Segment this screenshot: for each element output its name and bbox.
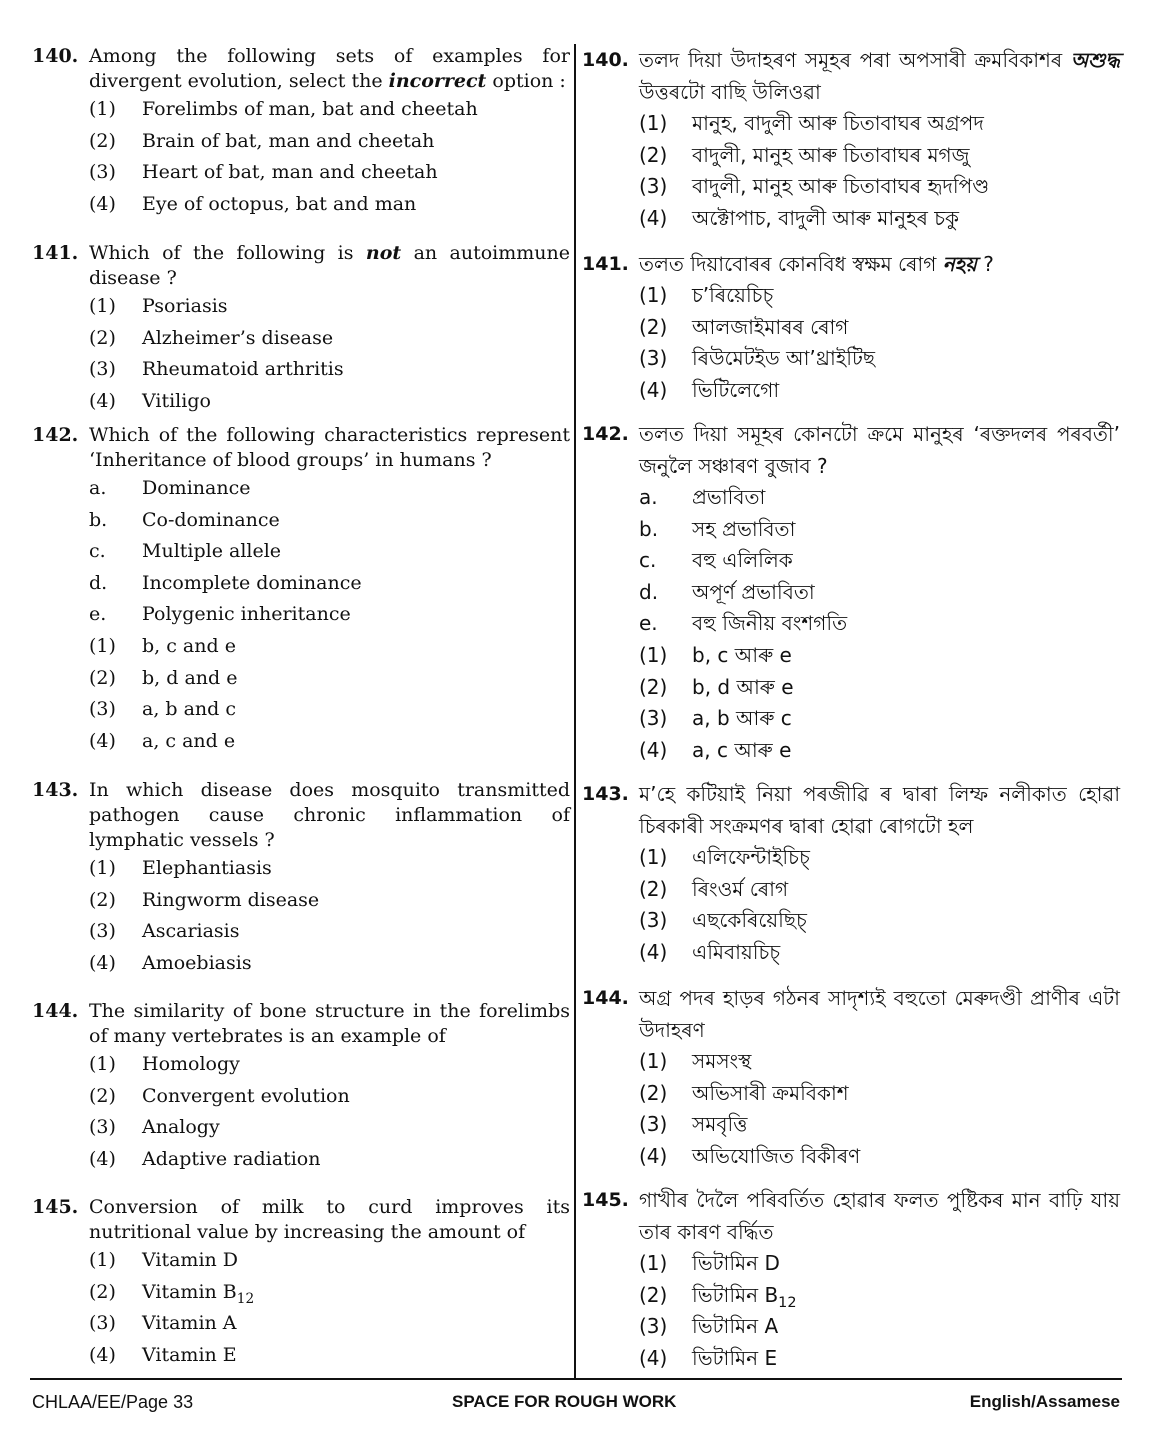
option-text: Vitiligo	[142, 389, 211, 412]
option-label: (4)	[89, 951, 116, 974]
question-number: 141.	[32, 242, 79, 264]
answer-option	[32, 1049, 570, 1081]
question-number: 140.	[582, 49, 629, 71]
option-label: (3)	[89, 698, 116, 721]
option-label: (3)	[639, 908, 668, 933]
question-140-as	[582, 44, 1120, 234]
answer-option	[582, 905, 1120, 937]
answer-option	[32, 663, 570, 695]
option-text: a, b আৰু c	[692, 706, 792, 731]
question-text: The similarity of bone structure in the forelimbs of many vertebrates is an example of	[89, 1000, 570, 1047]
option-label: (3)	[639, 174, 668, 199]
answer-option	[582, 672, 1120, 704]
option-text: এমিবায়চিচ্	[692, 939, 781, 964]
option-text: Psoriasis	[142, 295, 228, 317]
option-text: এছকেৰিয়েছিচ্	[692, 908, 807, 933]
option-label: (2)	[639, 142, 668, 167]
option-text: Ascariasis	[142, 920, 240, 943]
answer-option	[582, 203, 1120, 235]
answer-option	[582, 375, 1120, 407]
question-145-as	[582, 1184, 1120, 1374]
answer-option	[582, 577, 1120, 609]
option-text: বহু এলিলিক	[692, 548, 793, 573]
option-label: d.	[639, 579, 659, 604]
option-label: (1)	[639, 111, 668, 135]
answer-option	[32, 948, 570, 980]
answer-option	[32, 1245, 570, 1277]
option-label: a.	[639, 485, 658, 509]
option-label: (3)	[89, 1312, 116, 1335]
option-text: অভিসাৰী ক্ৰমবিকাশ	[692, 1080, 849, 1105]
option-label: (4)	[639, 205, 668, 230]
option-text: b, c and e	[142, 634, 236, 657]
option-label: d.	[89, 571, 108, 594]
answer-option	[582, 735, 1120, 767]
option-label: (1)	[89, 1249, 116, 1271]
option-label: (4)	[639, 737, 668, 762]
option-text: Heart of bat, man and cheetah	[142, 161, 438, 184]
option-label: (2)	[89, 129, 116, 152]
option-label: (4)	[639, 377, 668, 402]
option-text: ৰিউমেটইড আ’থ্ৰাইটিছ	[692, 346, 875, 371]
option-label: (1)	[89, 98, 116, 120]
answer-option	[32, 94, 570, 126]
answer-option	[32, 189, 570, 221]
option-label: (3)	[89, 161, 116, 184]
option-label: (4)	[89, 192, 116, 215]
option-text: Ringworm disease	[142, 888, 320, 911]
option-text: ভিটামিন D	[692, 1251, 780, 1275]
answer-option	[582, 108, 1120, 140]
option-label: (2)	[89, 1084, 116, 1107]
answer-option	[32, 1081, 570, 1113]
answer-option	[32, 1308, 570, 1340]
answer-option	[582, 842, 1120, 874]
question-text: তলত দিয়াবোৰৰ কোনবিধ স্বক্ষম ৰোগ নহয় ?	[639, 252, 994, 276]
answer-option	[582, 343, 1120, 375]
option-text: মানুহ, বাদুলী আৰু চিতাবাঘৰ অগ্ৰপদ	[692, 111, 984, 135]
answer-option	[582, 482, 1120, 514]
option-label: (2)	[639, 876, 668, 901]
answer-option	[32, 473, 570, 505]
option-label: (3)	[639, 1314, 668, 1339]
question-text: ম’হে কটিয়াই নিয়া পৰজীৱি ৰ দ্বাৰা লিম্ফ নলীকাত হোৱা চিৰকাৰী সংক্ৰমণৰ দ্বাৰা হোৱা ৰোগটো হল	[639, 782, 1120, 838]
option-text: Vitamin E	[142, 1343, 237, 1366]
answer-option	[582, 1109, 1120, 1141]
answer-option	[32, 1340, 570, 1372]
option-text: সমবৃত্তি	[692, 1112, 748, 1137]
answer-option	[32, 386, 570, 418]
option-text: a, c and e	[142, 729, 236, 752]
answer-option	[582, 1311, 1120, 1343]
option-text: Adaptive radiation	[142, 1147, 321, 1170]
option-label: (1)	[89, 1053, 116, 1075]
option-text: a, b and c	[142, 698, 237, 721]
option-text: সমসংস্থ	[692, 1049, 752, 1073]
option-label: c.	[89, 540, 106, 563]
option-text: বাদুলী, মানুহ আৰু চিতাবাঘৰ মগজু	[692, 142, 970, 167]
option-label: (2)	[89, 326, 116, 349]
question-number: 144.	[32, 1000, 79, 1022]
option-text: আলজাইমাৰৰ ৰোগ	[692, 314, 849, 339]
answer-option	[582, 140, 1120, 172]
option-label: (1)	[639, 1049, 668, 1073]
answer-option	[582, 1078, 1120, 1110]
option-text: Vitamin A	[142, 1312, 237, 1335]
answer-option	[32, 1112, 570, 1144]
answer-option	[32, 853, 570, 885]
option-label: (1)	[89, 857, 116, 879]
option-label: b.	[89, 508, 108, 531]
option-text: Vitamin $B_{12}$	[142, 1280, 255, 1307]
option-text: বাদুলী, মানুহ আৰু চিতাবাঘৰ হৃদপিণ্ড	[692, 174, 990, 199]
option-text: সহ প্ৰভাবিতা	[692, 516, 796, 541]
question-143-as	[582, 778, 1120, 968]
option-label: (2)	[639, 1080, 668, 1105]
option-label: a.	[89, 477, 107, 499]
answer-option	[582, 1046, 1120, 1078]
column-divider	[574, 44, 576, 1378]
question-number: 145.	[582, 1189, 629, 1211]
option-text: Amoebiasis	[142, 951, 252, 974]
answer-option	[582, 312, 1120, 344]
question-145-en	[32, 1195, 570, 1371]
answer-option	[582, 1248, 1120, 1280]
answer-option	[32, 354, 570, 386]
option-label: c.	[639, 548, 657, 573]
option-label: e.	[639, 611, 658, 636]
option-text: Convergent evolution	[142, 1084, 350, 1107]
answer-option	[582, 171, 1120, 203]
question-number: 141.	[582, 253, 629, 275]
option-text: অভিযোজিত বিকীৰণ	[692, 1143, 861, 1168]
answer-option	[582, 1280, 1120, 1312]
option-label: (1)	[639, 1251, 668, 1275]
option-label: (1)	[89, 295, 116, 317]
question-text: Which of the following is not an autoimmune disease ?	[89, 242, 570, 289]
option-label: (4)	[89, 389, 116, 412]
option-text: Incomplete dominance	[142, 571, 362, 594]
question-text: তলত দিয়া সমূহৰ কোনটো ক্ৰমে মানুহৰ ‘ৰক্তদলৰ পৰবৰ্তী’ জনুলৈ সঞ্চাৰণ বুজাব ?	[639, 422, 1120, 478]
option-text: Polygenic inheritance	[142, 603, 351, 626]
answer-option	[32, 323, 570, 355]
question-144-en	[32, 999, 570, 1175]
answer-option	[32, 505, 570, 537]
option-text: ভিটিলেগো	[692, 377, 780, 402]
question-number: 143.	[582, 783, 629, 805]
option-text: চ’ৰিয়েচিচ্	[692, 283, 774, 307]
option-label: (3)	[89, 920, 116, 943]
answer-option	[582, 703, 1120, 735]
answer-option	[32, 568, 570, 600]
option-text: Rheumatoid arthritis	[142, 358, 344, 381]
question-text: Conversion of milk to curd improves its nutritional value by increasing the amount of	[89, 1196, 570, 1243]
option-subscript: 12	[778, 1294, 797, 1311]
option-label: (4)	[639, 939, 668, 964]
answer-option	[582, 545, 1120, 577]
option-label: (3)	[639, 346, 668, 371]
option-text: বহু জিনীয় বংশগতি	[692, 611, 848, 636]
question-number: 142.	[582, 423, 629, 445]
question-text: Among the following sets of examples for divergent evolution, select the incorrect option :	[89, 45, 570, 92]
option-label: (4)	[639, 1345, 668, 1370]
option-text: Eye of octopus, bat and man	[142, 192, 417, 215]
option-label: (3)	[639, 1112, 668, 1137]
answer-option	[32, 1144, 570, 1176]
question-number: 145.	[32, 1196, 79, 1218]
answer-option	[32, 726, 570, 758]
question-141-en	[32, 241, 570, 417]
option-text: এলিফেন্টাইচিচ্	[692, 845, 810, 869]
option-text: ভিটামিন A	[692, 1314, 779, 1339]
option-text: ভিটামিন E	[692, 1345, 778, 1370]
option-text: অপূৰ্ণ প্ৰভাবিতা	[692, 579, 815, 604]
option-label: (4)	[89, 729, 116, 752]
option-text: Elephantiasis	[142, 857, 272, 879]
question-number: 143.	[32, 779, 79, 801]
option-text: a, c আৰু e	[692, 737, 792, 762]
option-text: Homology	[142, 1053, 240, 1075]
option-text: b, d and e	[142, 666, 238, 689]
rough-work-label: SPACE FOR ROUGH WORK	[452, 1392, 677, 1411]
option-text: অক্টোপাচ, বাদুলী আৰু মানুহৰ চকু	[692, 205, 960, 230]
answer-option	[582, 608, 1120, 640]
question-144-as	[582, 982, 1120, 1172]
question-text: In which disease does mosquito transmitted pathogen cause chronic inflammation of lymphatic vessels ?	[89, 779, 570, 851]
option-label: (3)	[89, 358, 116, 381]
answer-option	[32, 157, 570, 189]
question-141-as	[582, 248, 1120, 406]
question-number: 144.	[582, 987, 629, 1009]
option-label: (4)	[639, 1143, 668, 1168]
question-143-en	[32, 778, 570, 979]
option-text: প্ৰভাবিতা	[692, 485, 766, 509]
question-140-en	[32, 44, 570, 220]
answer-option	[32, 536, 570, 568]
option-text: Co-dominance	[142, 508, 280, 531]
option-text: ৰিংওৰ্ম ৰোগ	[692, 876, 789, 901]
option-text: Vitamin D	[142, 1249, 239, 1271]
option-label: (3)	[89, 1116, 116, 1139]
question-text: Which of the following characteristics represent ‘Inheritance of blood groups’ in humans ?	[89, 424, 570, 471]
option-label: (1)	[639, 642, 668, 667]
question-number: 140.	[32, 45, 79, 67]
option-text: Analogy	[142, 1116, 220, 1139]
question-text: তলদ দিয়া উদাহৰণ সমূহৰ পৰা অপসাৰী ক্ৰমবিকাশৰ অশুদ্ধ উত্তৰটো বাছি উলিওৱা	[639, 48, 1120, 104]
answer-option	[582, 514, 1120, 546]
answer-option	[582, 937, 1120, 969]
option-label: (1)	[639, 845, 668, 869]
option-label: (3)	[639, 706, 668, 731]
page-code: CHLAA/EE/Page 33	[32, 1392, 194, 1412]
option-label: (2)	[89, 888, 116, 911]
answer-option	[32, 126, 570, 158]
answer-option	[582, 874, 1120, 906]
question-142-as	[582, 418, 1120, 766]
option-label: (1)	[639, 283, 668, 307]
question-text: অগ্ৰ পদৰ হাড়ৰ গঠনৰ সাদৃশ্যই বহুতো মেৰুদণ্ডী প্ৰাণীৰ এটা উদাহৰণ	[639, 986, 1120, 1042]
option-text: Multiple allele	[142, 540, 282, 563]
answer-option	[32, 291, 570, 323]
option-label: (1)	[89, 634, 116, 657]
option-label: (2)	[639, 1282, 668, 1307]
question-text: গাখীৰ দৈলৈ পৰিবৰ্তিত হোৱাৰ ফলত পুষ্টিকৰ মান বাঢ়ি যায় তাৰ কাৰণ বৰ্দ্ধিত	[639, 1188, 1120, 1244]
option-text: Alzheimer’s disease	[142, 326, 334, 349]
option-text: Forelimbs of man, bat and cheetah	[142, 98, 478, 120]
option-text: Brain of bat, man and cheetah	[142, 129, 435, 152]
option-label: (4)	[89, 1147, 116, 1170]
option-label: b.	[639, 516, 659, 541]
option-label: (2)	[89, 666, 116, 689]
option-label: (2)	[639, 674, 668, 699]
answer-option	[582, 280, 1120, 312]
answer-option	[32, 916, 570, 948]
option-label: (4)	[89, 1343, 116, 1366]
option-text: Dominance	[142, 477, 251, 499]
answer-option	[582, 1343, 1120, 1375]
answer-option	[32, 694, 570, 726]
question-number: 142.	[32, 424, 79, 446]
option-text: b, d আৰু e	[692, 674, 794, 699]
option-text: b, c আৰু e	[692, 642, 792, 667]
footer-rule	[30, 1378, 1122, 1380]
answer-option	[32, 1277, 570, 1309]
option-subscript: 12	[236, 1290, 255, 1307]
answer-option	[582, 640, 1120, 672]
answer-option	[32, 631, 570, 663]
answer-option	[32, 885, 570, 917]
option-text: ভিটামিন $B_{12}$	[692, 1282, 797, 1311]
option-label: (2)	[89, 1280, 116, 1303]
option-label: (2)	[639, 314, 668, 339]
language-label: English/Assamese	[969, 1392, 1120, 1411]
answer-option	[582, 1141, 1120, 1173]
answer-option	[32, 599, 570, 631]
option-label: e.	[89, 603, 107, 626]
question-142-en	[32, 423, 570, 757]
